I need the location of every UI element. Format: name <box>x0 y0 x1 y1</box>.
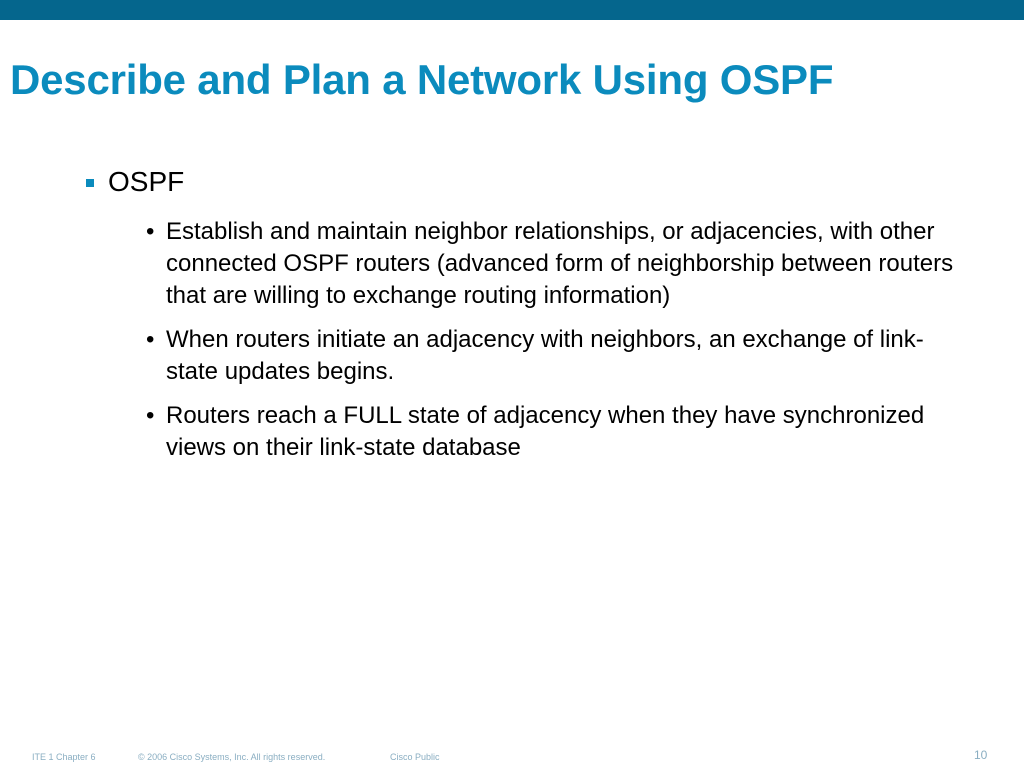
footer-classification: Cisco Public <box>390 752 440 762</box>
list-item <box>146 400 966 464</box>
footer-copyright: © 2006 Cisco Systems, Inc. All rights reserved. <box>138 752 326 762</box>
bullet-text: When routers initiate an adjacency with neighbors, an exchange of link-state updates begins. <box>166 326 924 385</box>
top-bar <box>0 0 1024 20</box>
level1-text: OSPF <box>108 166 185 197</box>
list-item <box>146 216 966 312</box>
bullet-dot-icon: • <box>146 326 155 353</box>
square-bullet-icon <box>86 179 94 187</box>
slide-title: Describe and Plan a Network Using OSPF <box>10 56 834 103</box>
footer-course: ITE 1 Chapter 6 <box>32 752 96 762</box>
list-item <box>146 324 966 388</box>
level1-bullet <box>86 166 184 198</box>
bullet-list <box>146 216 966 476</box>
bullet-text: Establish and maintain neighbor relationships, or adjacencies, with other connected OSPF routers (advanced form of neighborship between routers that are willing to exchange routing information) <box>166 218 954 309</box>
page-number: 10 <box>974 748 988 762</box>
bullet-text: Routers reach a FULL state of adjacency when they have synchronized views on their link-state database <box>166 402 925 461</box>
bullet-dot-icon: • <box>146 402 155 429</box>
bullet-dot-icon: • <box>146 218 155 245</box>
